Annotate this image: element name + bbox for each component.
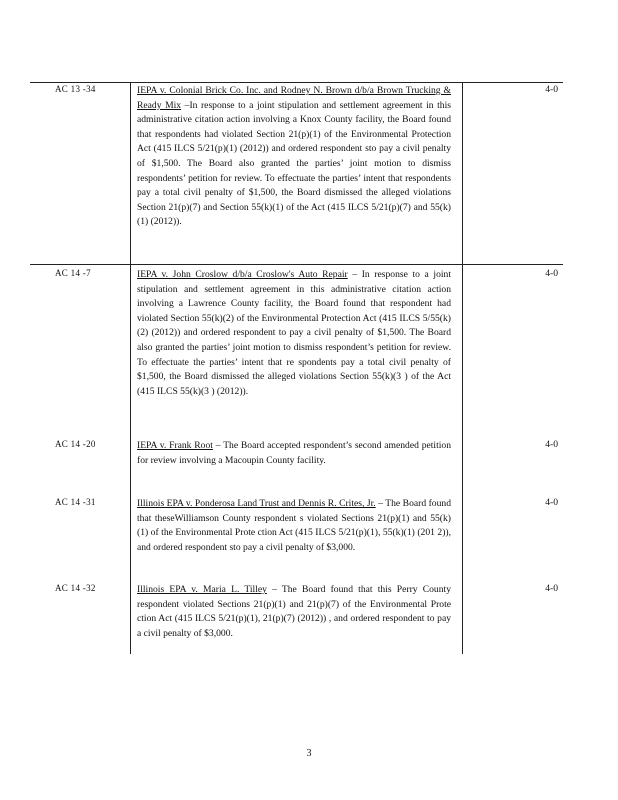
table-top-rule: [30, 82, 563, 83]
vote-count: 4-0: [545, 583, 558, 594]
case-summary: – The Board accepted respondent’s second amended petition for review involving a Macoupin County facility.: [137, 440, 452, 466]
page-number: 3: [306, 748, 312, 759]
case-summary: –In response to a joint stipulation and settlement agreement in this administrative citation action involving a Knox County facility, the Board found that respondents had violated Section 21(p)(1) of the Environmental Protection Act (415 ILCS 5/21(p)(1) (2012)) and ordered respondent sto pay a civil penalty of $1,500. The Board also granted the parties’ joint motion to dismiss respondents’ petition for review. To effectuate the parties’ intent that respondents pay a total civil penalty of $1,500, the Board dismissed the alleged violations Section 21(p)(7) and Section 55(k)(1) of the Act (415 ILCS 5/21(p)(7) and 55(k)(1) (2012)).: [137, 99, 451, 228]
column-divider-left: [130, 82, 131, 654]
case-title: IEPA v. Frank Root: [137, 440, 213, 451]
column-divider-right: [462, 82, 463, 654]
case-description: [137, 583, 451, 641]
case-description: [137, 439, 451, 468]
case-title: IEPA v. John Croslow d/b/a Croslow's Auto Repair: [137, 269, 348, 280]
case-description: [137, 497, 451, 555]
row-separator: [30, 264, 563, 265]
case-summary: – The Board found that theseWilliamson County respondent s violated Sections 21(p)(1) and 55(k)(1) of the Environmental Prote ction Act (415 ILCS 5/21(p)(1), 55(k)(1) (201 2)), and ordered respondent sto pay a civil penalty of $3,000.: [137, 498, 451, 553]
case-number: AC 13 -34: [55, 84, 96, 94]
case-number: AC 14 -32: [55, 583, 96, 593]
vote-count: 4-0: [545, 439, 558, 450]
case-number: AC 14 -31: [55, 497, 96, 507]
vote-count: 4-0: [545, 268, 558, 279]
case-summary: – In response to a joint stipulation and settlement agreement in this administrative citation action involving a Lawrence County facility, the Board found that respondent had violated Section 55(k)(2) of the Environmental Protection Act (415 ILCS 5/55(k)(2) (2012)) and ordered respondent to pay a civil penalty of $1,500. The Board also granted the parties’ joint motion to dismiss respondent’s petition for review. To effectuate the parties’ intent that re spondents pay a total civil penalty of $1,500, the Board dismissed the alleged violations Section 55(k)(3 ) of the Act (415 ILCS 55(k)(3 ) (2012)).: [137, 269, 451, 397]
vote-count: 4-0: [545, 84, 558, 95]
case-number: AC 14 -20: [55, 439, 96, 449]
case-description: [137, 268, 451, 399]
vote-count: 4-0: [545, 497, 558, 508]
case-title: IEPA v. Colonial Brick Co. Inc. and Rodney N. Brown d/b/a Brown Trucking & Ready Mix: [137, 85, 451, 111]
case-title: Illinois EPA v. Ponderosa Land Trust and Dennis R. Crites, Jr.: [137, 498, 376, 509]
case-number: AC 14 -7: [55, 268, 91, 278]
case-description: [137, 84, 451, 230]
case-title: Illinois EPA v. Maria L. Tilley: [137, 584, 267, 595]
case-summary: – The Board found that this Perry County respondent violated Sections 21(p)(1) and 21(p)(7) of the Environmental Prote ction Act (415 ILCS 5/21(p)(1), 21(p)(7) (2012)) , and ordered respondent to pay a civil penalty of $3,000.: [137, 584, 451, 639]
